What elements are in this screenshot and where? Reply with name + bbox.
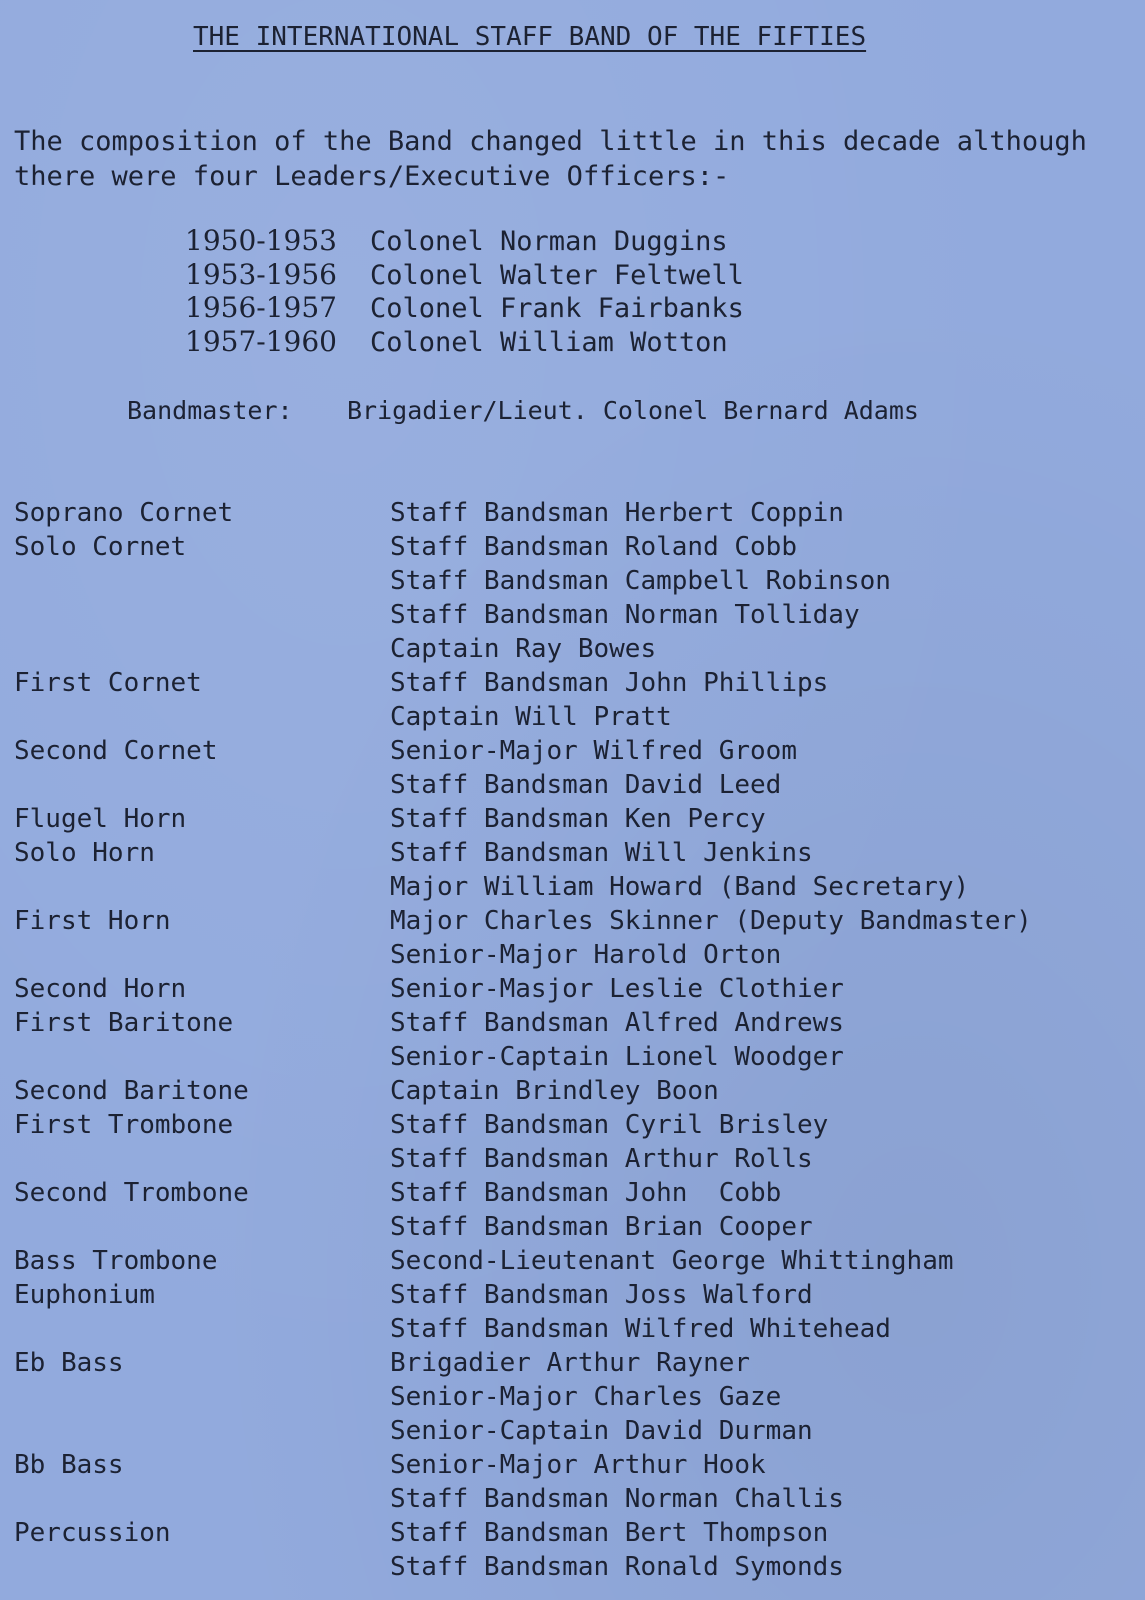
member-name: Staff Bandsman Ken Percy — [390, 804, 766, 834]
member-name: Brigadier Arthur Rayner — [390, 1348, 751, 1378]
member-name: Second-Lieutenant George Whittingham — [390, 1246, 954, 1276]
member-name: Staff Bandsman Wilfred Whitehead — [390, 1314, 891, 1344]
instrument-label: Second Baritone — [14, 1076, 249, 1106]
member-name: Staff Bandsman Bert Thompson — [390, 1518, 829, 1548]
roster-row — [14, 904, 1134, 938]
member-name: Senior-Major Charles Gaze — [390, 1382, 782, 1412]
leader-years: 1953-1956 — [185, 257, 337, 291]
leader-name: Colonel William Wotton — [370, 326, 728, 358]
leader-years: 1950-1953 — [185, 224, 337, 257]
roster-row — [14, 1278, 1134, 1312]
instrument-label: Soprano Cornet — [14, 498, 234, 528]
roster-row — [14, 1414, 1134, 1448]
leader-years: 1957-1960 — [185, 324, 337, 358]
member-name: Senior-Masjor Leslie Clothier — [390, 974, 844, 1004]
roster-row — [14, 870, 1134, 904]
intro-line: The composition of the Band changed little in this decade although — [14, 126, 1087, 157]
member-name: Staff Bandsman Norman Challis — [390, 1484, 844, 1514]
member-name: Captain Will Pratt — [390, 702, 672, 732]
intro-paragraph — [14, 124, 1087, 194]
roster-row — [14, 1142, 1134, 1176]
member-name: Staff Bandsman Roland Cobb — [390, 532, 797, 562]
leader-row — [185, 325, 744, 359]
roster-row — [14, 1448, 1134, 1482]
member-name: Major Charles Skinner (Deputy Bandmaster) — [390, 906, 1032, 936]
member-name: Staff Bandsman Arthur Rolls — [390, 1144, 813, 1174]
roster-row — [14, 836, 1134, 870]
bandmaster-line — [127, 396, 919, 425]
roster-row — [14, 1040, 1134, 1074]
instrument-label: Bass Trombone — [14, 1246, 218, 1276]
leader-name: Colonel Norman Duggins — [370, 226, 728, 257]
member-name: Staff Bandsman Ronald Symonds — [390, 1552, 844, 1582]
member-name: Staff Bandsman Cyril Brisley — [390, 1110, 829, 1140]
leader-name: Colonel Walter Feltwell — [370, 259, 744, 291]
roster-row — [14, 1176, 1134, 1210]
member-name: Staff Bandsman David Leed — [390, 770, 782, 800]
member-name: Captain Ray Bowes — [390, 634, 657, 664]
roster-row — [14, 1346, 1134, 1380]
roster-row — [14, 666, 1134, 700]
leader-row — [185, 258, 744, 292]
intro-line: there were four Leaders/Executive Officers:- — [14, 161, 730, 192]
roster-row — [14, 496, 1134, 530]
instrument-label: Eb Bass — [14, 1348, 124, 1378]
roster-row — [14, 1550, 1134, 1584]
document-title: THE INTERNATIONAL STAFF BAND OF THE FIFTIES — [193, 22, 867, 52]
member-name: Staff Bandsman Alfred Andrews — [390, 1008, 844, 1038]
band-roster — [14, 496, 1134, 1584]
roster-row — [14, 564, 1134, 598]
leader-row — [185, 291, 744, 325]
member-name: Staff Bandsman John Cobb — [390, 1178, 782, 1208]
member-name: Senior-Captain Lionel Woodger — [390, 1042, 844, 1072]
member-name: Staff Bandsman Norman Tolliday — [390, 600, 860, 630]
member-name: Staff Bandsman Joss Walford — [390, 1280, 813, 1310]
member-name: Captain Brindley Boon — [390, 1076, 719, 1106]
instrument-label: Second Cornet — [14, 736, 218, 766]
member-name: Staff Bandsman Brian Cooper — [390, 1212, 813, 1242]
roster-row — [14, 734, 1134, 768]
roster-row — [14, 530, 1134, 564]
roster-row — [14, 1074, 1134, 1108]
instrument-label: Flugel Horn — [14, 804, 187, 834]
member-name: Senior-Captain David Durman — [390, 1416, 813, 1446]
leaders-list — [185, 224, 744, 358]
roster-row — [14, 1108, 1134, 1142]
member-name: Staff Bandsman Campbell Robinson — [390, 566, 891, 596]
instrument-label: First Trombone — [14, 1110, 234, 1140]
instrument-label: Euphonium — [14, 1280, 155, 1310]
instrument-label: First Baritone — [14, 1008, 234, 1038]
roster-row — [14, 802, 1134, 836]
instrument-label: First Horn — [14, 906, 171, 936]
roster-row — [14, 1482, 1134, 1516]
bandmaster-name: Brigadier/Lieut. Colonel Bernard Adams — [347, 396, 919, 425]
roster-row — [14, 700, 1134, 734]
roster-row — [14, 938, 1134, 972]
roster-row — [14, 1244, 1134, 1278]
instrument-label: Solo Horn — [14, 838, 155, 868]
instrument-label: Second Trombone — [14, 1178, 249, 1208]
roster-row — [14, 1516, 1134, 1550]
member-name: Senior-Major Harold Orton — [390, 940, 782, 970]
member-name: Staff Bandsman Herbert Coppin — [390, 498, 844, 528]
roster-row — [14, 768, 1134, 802]
leader-years: 1956-1957 — [185, 291, 337, 324]
roster-row — [14, 1380, 1134, 1414]
roster-row — [14, 1312, 1134, 1346]
instrument-label: Solo Cornet — [14, 532, 187, 562]
instrument-label: First Cornet — [14, 668, 202, 698]
member-name: Senior-Major Wilfred Groom — [390, 736, 797, 766]
roster-row — [14, 1006, 1134, 1040]
member-name: Major William Howard (Band Secretary) — [390, 872, 970, 902]
instrument-label: Second Horn — [14, 974, 187, 1004]
member-name: Staff Bandsman John Phillips — [390, 668, 829, 698]
roster-row — [14, 632, 1134, 666]
roster-row — [14, 1210, 1134, 1244]
bandmaster-label: Bandmaster: — [127, 396, 293, 425]
leader-name: Colonel Frank Fairbanks — [370, 293, 744, 324]
leader-row — [185, 224, 744, 258]
roster-row — [14, 598, 1134, 632]
member-name: Staff Bandsman Will Jenkins — [390, 838, 813, 868]
instrument-label: Bb Bass — [14, 1450, 124, 1480]
roster-row — [14, 972, 1134, 1006]
member-name: Senior-Major Arthur Hook — [390, 1450, 766, 1480]
instrument-label: Percussion — [14, 1518, 171, 1548]
